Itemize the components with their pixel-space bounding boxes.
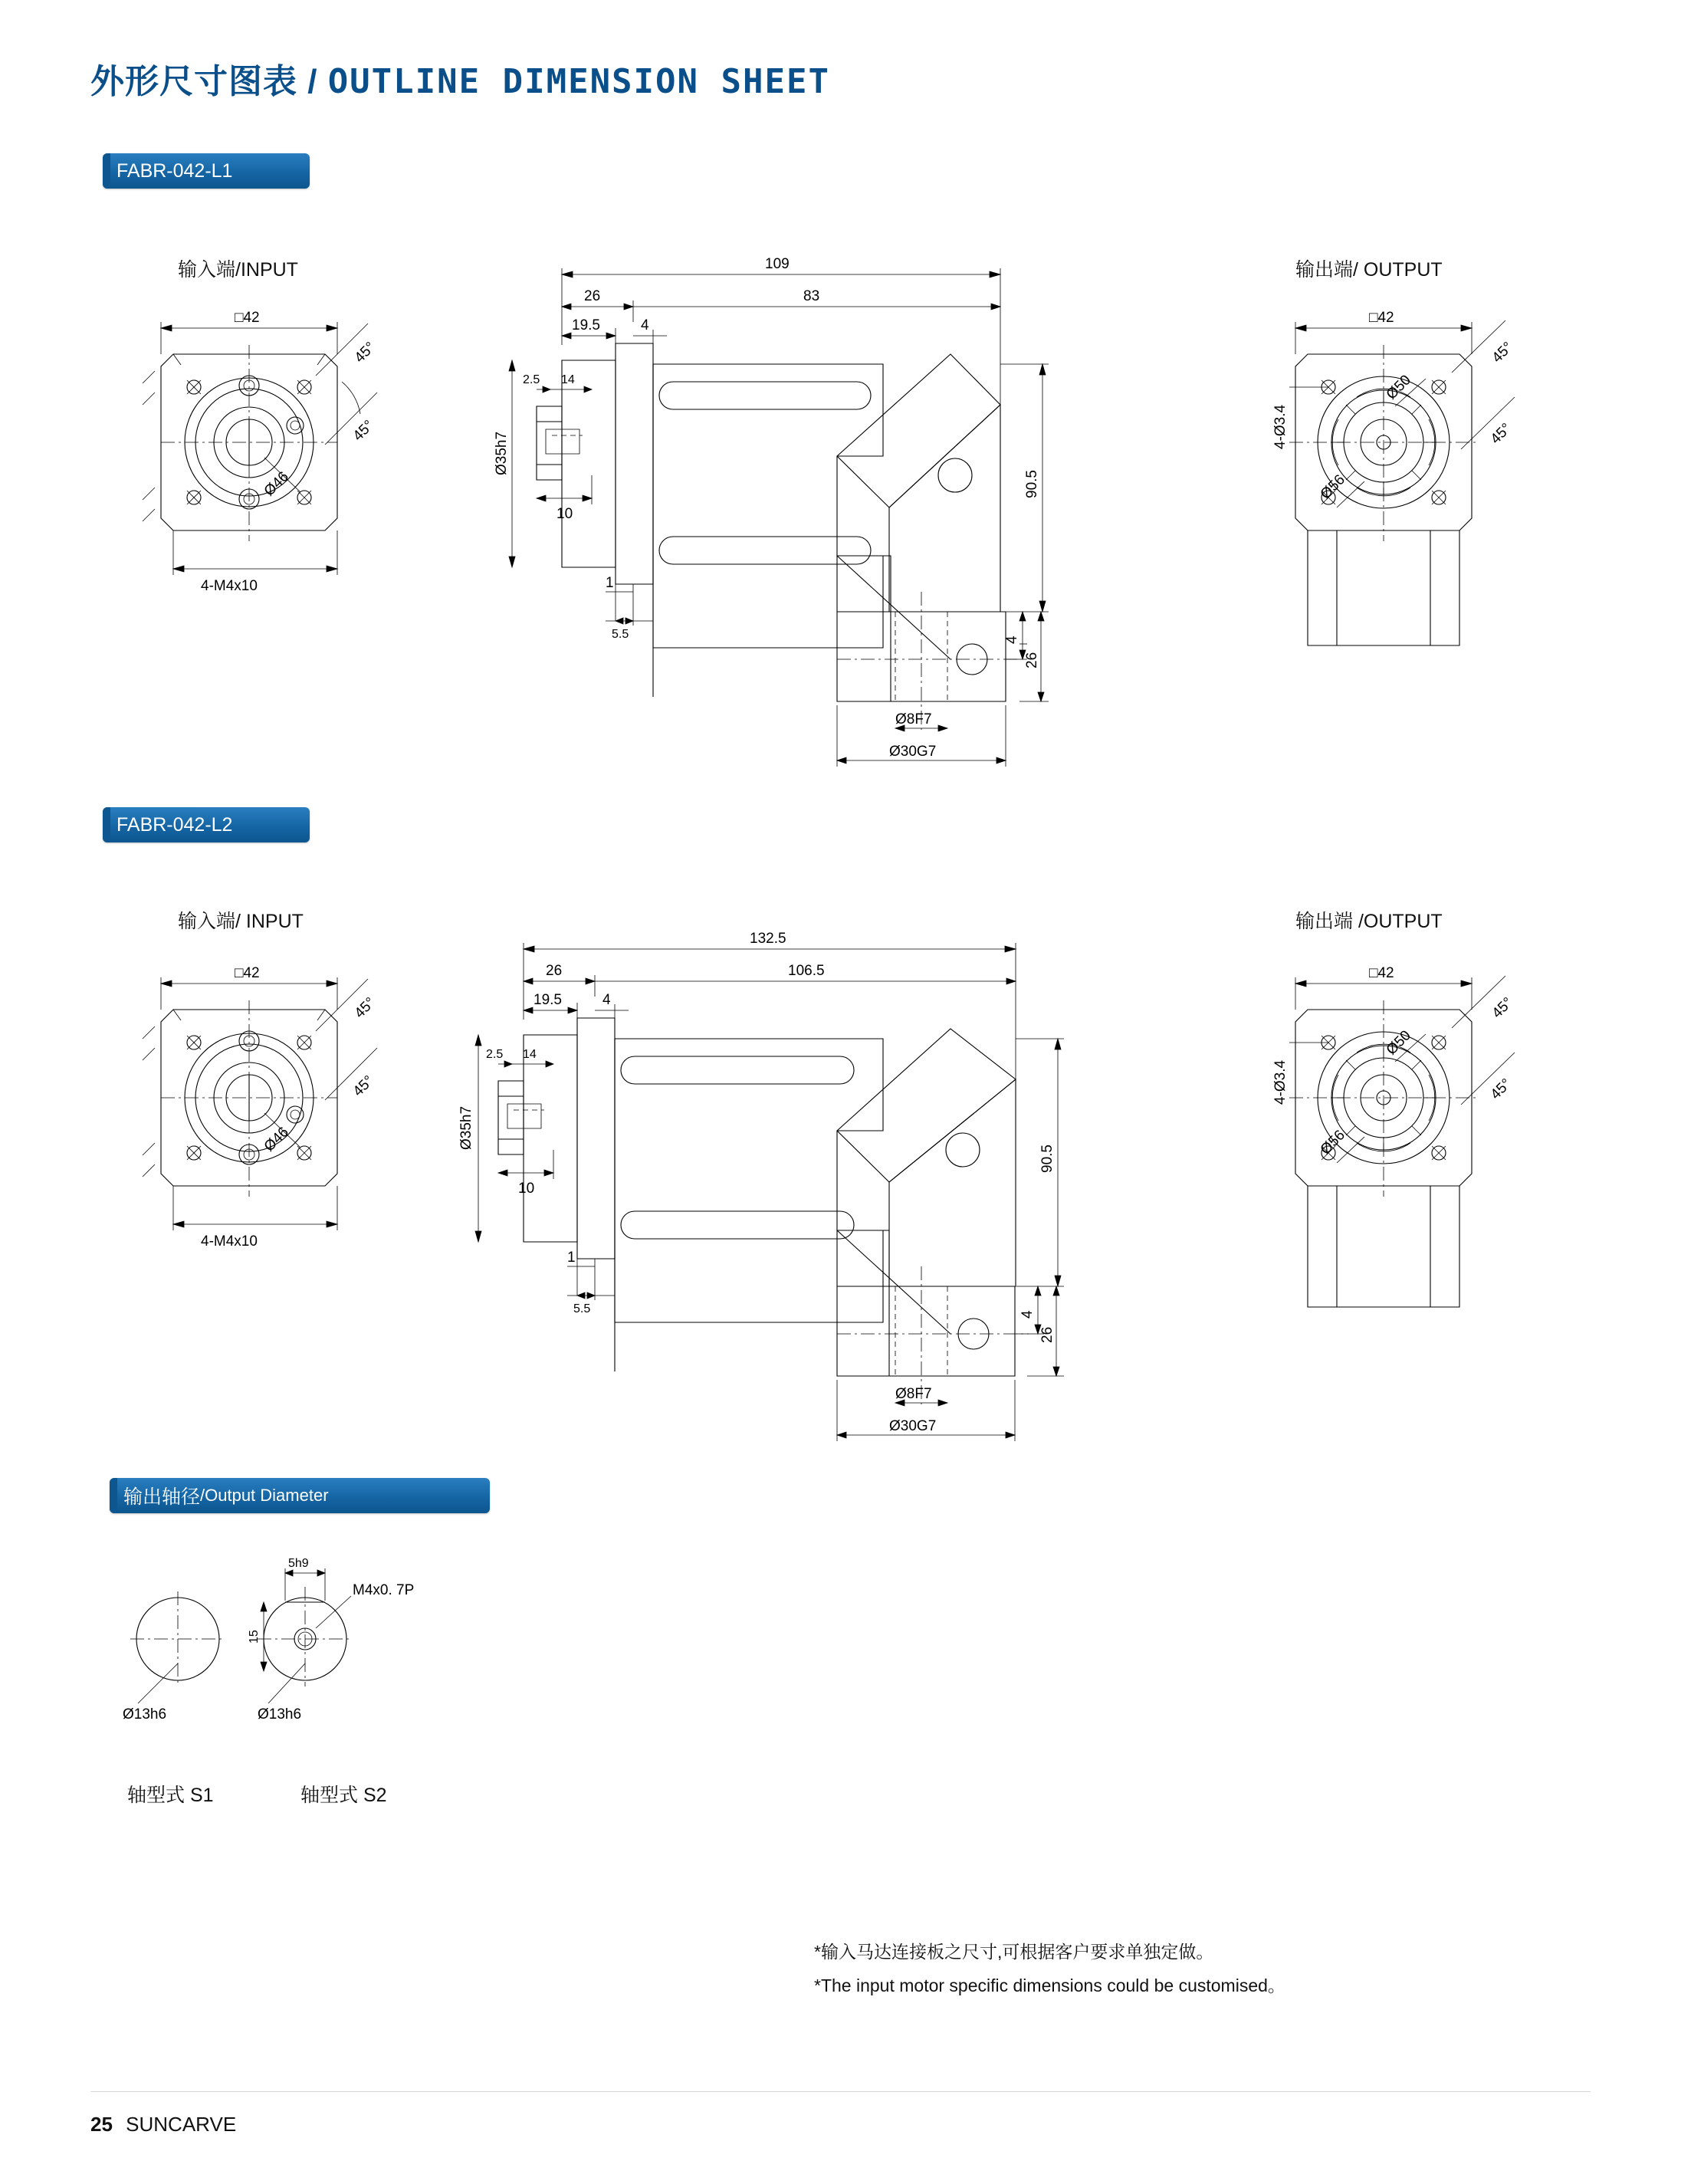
dim2-26b: 26	[1039, 1326, 1056, 1343]
dim-4a: 4	[641, 317, 649, 333]
dim-4m4x10: 4-M4x10	[201, 578, 258, 594]
output-diameter-chip	[110, 1478, 490, 1513]
section1-output-drawing	[1242, 299, 1571, 644]
section2-output-drawing	[1242, 954, 1571, 1307]
dim-45-d: 45°	[1487, 420, 1515, 448]
dim2-d46: Ø46	[261, 1124, 292, 1155]
section1-input-label: 输入端/INPUT	[178, 259, 298, 281]
section2-input-drawing	[107, 954, 437, 1276]
section2-side-drawing	[458, 920, 1196, 1472]
dim2-45-a: 45°	[351, 994, 379, 1022]
section1-input-drawing	[107, 299, 437, 621]
page-title-separator: /	[297, 63, 328, 100]
section2-input-label: 输入端/ INPUT	[178, 911, 304, 932]
dim-45-b: 45°	[350, 417, 377, 445]
dim2-d50: Ø50	[1383, 1027, 1414, 1059]
model-chip-l1	[103, 153, 310, 189]
dim2-d30g7: Ø30G7	[889, 1418, 937, 1434]
dim2-4d34: 4-Ø3.4	[1272, 1059, 1289, 1105]
dim-square42-top: □42	[235, 310, 260, 326]
page-title-en: OUTLINE DIMENSION SHEET	[327, 62, 830, 101]
dim2-45-c: 45°	[1489, 994, 1516, 1022]
dim2-1: 1	[567, 1250, 576, 1266]
dim-d35h7: Ø35h7	[494, 431, 510, 475]
shaft-s2-label: 轴型式 S2	[300, 1785, 387, 1806]
dim-d56: Ø56	[1317, 471, 1348, 503]
output-diameter-chip-en: /Output Diameter	[200, 1486, 329, 1505]
dim-15: 15	[248, 1630, 261, 1644]
dim-d46: Ø46	[261, 468, 292, 500]
model-chip-l1-label: FABR-042-L1	[117, 159, 233, 182]
page-number: 25	[90, 2113, 113, 2136]
dim2-2p5: 2.5	[486, 1048, 504, 1061]
footer-divider	[90, 2091, 1591, 2092]
dim-5p5: 5.5	[612, 628, 629, 641]
dim-19p5: 19.5	[572, 317, 600, 333]
dim-1: 1	[606, 575, 614, 591]
model-chip-l2	[103, 807, 310, 842]
page-title	[90, 54, 830, 103]
dim2-d56: Ø56	[1317, 1127, 1348, 1158]
dim-10: 10	[557, 506, 573, 522]
page-footer	[90, 2113, 236, 2136]
dim2-26: 26	[546, 963, 563, 979]
dim2-90p5: 90.5	[1039, 1145, 1056, 1173]
model-chip-l2-label: FABR-042-L2	[117, 813, 233, 836]
dim-4b: 4	[1004, 635, 1020, 644]
dim2-4a: 4	[602, 992, 611, 1008]
dim2-square42-out: □42	[1369, 965, 1394, 981]
dim-4d34: 4-Ø3.4	[1272, 404, 1289, 449]
dim2-19p5: 19.5	[534, 992, 562, 1008]
section1-output-label: 输出端/ OUTPUT	[1295, 259, 1443, 281]
dim2-14: 14	[523, 1048, 537, 1061]
dim-26: 26	[584, 288, 601, 304]
dim-2p5: 2.5	[523, 373, 540, 386]
dim-109: 109	[765, 256, 790, 272]
shaft-drawings	[107, 1556, 506, 1740]
dim2-5p5: 5.5	[573, 1302, 591, 1315]
dim2-d35h7: Ø35h7	[458, 1105, 474, 1150]
dim-45-c: 45°	[1489, 339, 1516, 366]
section1-side-drawing	[491, 245, 1180, 797]
dim-d30g7: Ø30G7	[889, 744, 937, 760]
dim-45-a: 45°	[351, 339, 379, 366]
output-diameter-chip-cn: 输出轴径	[123, 1486, 201, 1508]
dim2-square42-top: □42	[235, 965, 260, 981]
dim-d8f7: Ø8F7	[895, 711, 932, 727]
footnote-en: *The input motor specific dimensions could be customised。	[814, 1975, 1285, 1995]
dim-s1-d13h6: Ø13h6	[123, 1706, 167, 1723]
page-title-cn: 外形尺寸图表	[90, 63, 297, 100]
shaft-s1-label: 轴型式 S1	[127, 1785, 214, 1806]
dim2-d8f7: Ø8F7	[895, 1386, 932, 1402]
dim2-45-d: 45°	[1487, 1076, 1515, 1103]
dim-square42-out: □42	[1369, 310, 1394, 326]
dim-m4x07p: M4x0. 7P	[353, 1582, 415, 1598]
dim2-45-b: 45°	[350, 1072, 377, 1100]
dim-106p5: 106.5	[788, 963, 825, 979]
dim-90p5: 90.5	[1024, 470, 1040, 498]
dim2-10: 10	[518, 1181, 535, 1197]
brand-name: SUNCARVE	[126, 2113, 237, 2136]
dim-s2-d13h6: Ø13h6	[258, 1706, 302, 1723]
footnote-cn: *输入马达连接板之尺寸,可根据客户要求单独定做。	[814, 1942, 1214, 1962]
dim-5h9: 5h9	[288, 1557, 309, 1570]
dim2-4b: 4	[1019, 1310, 1036, 1319]
dim-d50: Ø50	[1383, 372, 1414, 403]
dim-14: 14	[561, 373, 575, 386]
dim2-4m4x10: 4-M4x10	[201, 1233, 258, 1250]
dim-132p5: 132.5	[750, 931, 786, 947]
dim-26b: 26	[1024, 652, 1040, 668]
section2-output-label: 输出端 /OUTPUT	[1295, 911, 1443, 932]
dim-83: 83	[803, 288, 820, 304]
